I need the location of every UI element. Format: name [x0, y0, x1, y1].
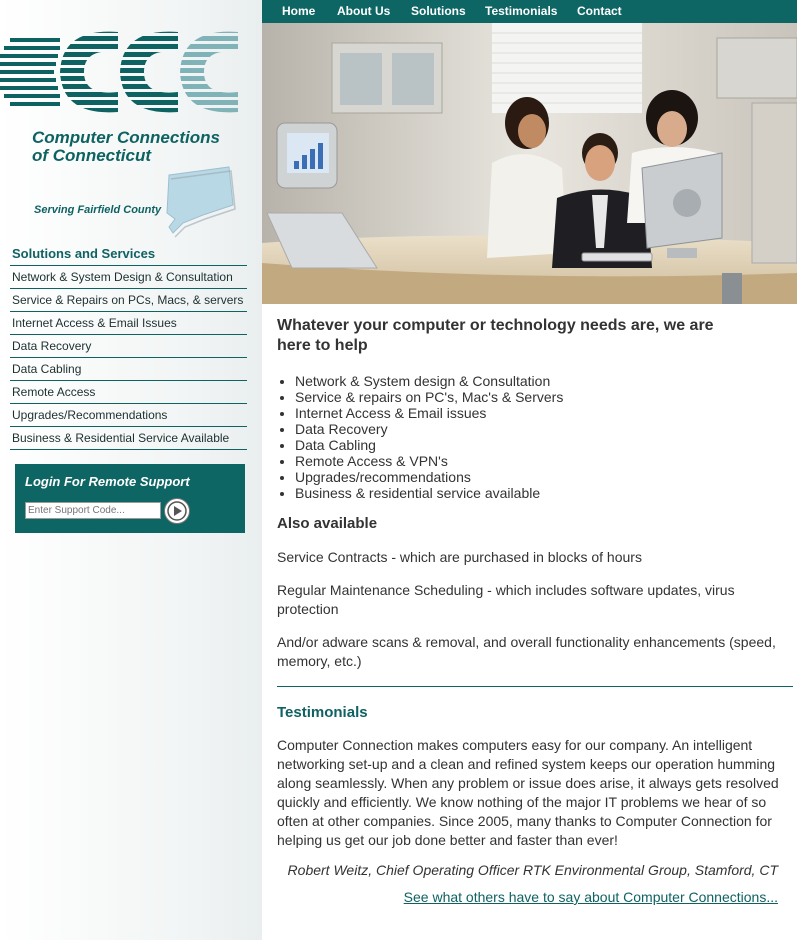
company-name-line2: of Connecticut	[32, 146, 151, 165]
sidebar-nav	[10, 265, 247, 450]
support-code-input[interactable]	[25, 502, 161, 519]
sidebar-item-remote-access[interactable]: Remote Access	[10, 381, 247, 404]
section-divider	[277, 686, 793, 687]
nav-contact[interactable]: Contact	[577, 4, 622, 18]
list-item: • Service & repairs on PC's, Mac's & Servers	[295, 389, 793, 405]
list-item: • Business & residential service available	[295, 485, 793, 501]
list-item: • Data Cabling	[295, 437, 793, 453]
hero-office-photo	[262, 23, 797, 304]
login-submit-button[interactable]	[164, 498, 190, 524]
sidebar-heading: Solutions and Services	[12, 246, 156, 261]
testimonial-author: Robert Weitz, Chief Operating Officer RTK Environmental Group, Stamford, CT	[287, 862, 778, 878]
more-testimonials-link[interactable]: See what others have to say about Computer Connections...	[403, 889, 778, 905]
sidebar-item-network-design[interactable]: Network & System Design & Consultation	[10, 265, 247, 289]
remote-support-login	[15, 464, 245, 533]
also-available-heading: Also available	[277, 515, 378, 532]
service-contracts-text: Service Contracts - which are purchased in blocks of hours	[277, 549, 642, 565]
connecticut-map-icon	[163, 165, 238, 240]
nav-solutions[interactable]: Solutions	[411, 4, 466, 18]
list-item: • Data Recovery	[295, 421, 793, 437]
nav-about-us[interactable]: About Us	[337, 4, 391, 18]
sidebar-item-data-recovery[interactable]: Data Recovery	[10, 335, 247, 358]
testimonial-quote: Computer Connection makes computers easy for our company. An intelligent networking set-up and a clean and refined system keeps our operation humming along seamlessly. When any problem or issue does arise, it always gets resolved quickly and efficiently. We know nothing of the major IT problems we hear of so often at other companies. Since 2005, many thanks to Computer Connection for helping us get our job done better and faster than ever!	[277, 737, 779, 848]
list-item: • Network & System design & Consultation	[295, 373, 793, 389]
nav-home[interactable]: Home	[282, 4, 316, 18]
serving-area-text: Serving Fairfield County	[34, 204, 162, 216]
sidebar-item-data-cabling[interactable]: Data Cabling	[10, 358, 247, 381]
sidebar-item-service-repairs[interactable]: Service & Repairs on PCs, Macs, & servers	[10, 289, 247, 312]
sidebar-item-upgrades[interactable]: Upgrades/Recommendations	[10, 404, 247, 427]
play-arrow-icon	[167, 501, 187, 521]
page-headline: Whatever your computer or technology needs are, we are here to help	[277, 317, 714, 354]
company-name	[32, 129, 257, 165]
nav-testimonials[interactable]: Testimonials	[485, 4, 558, 18]
testimonials-heading: Testimonials	[277, 704, 368, 721]
list-item: • Upgrades/recommendations	[295, 469, 793, 485]
company-name-line1: Computer Connections	[32, 128, 220, 147]
maintenance-scheduling-text: Regular Maintenance Scheduling - which includes software updates, virus protection	[277, 582, 735, 617]
main-content	[277, 316, 793, 905]
list-item: • Remote Access & VPN's	[295, 453, 793, 469]
services-list	[277, 373, 793, 501]
adware-scans-text: And/or adware scans & removal, and overall functionality enhancements (speed, memory, etc.)	[277, 634, 776, 669]
sidebar-item-business-residential[interactable]: Business & Residential Service Available	[10, 427, 247, 450]
sidebar-item-internet-email[interactable]: Internet Access & Email Issues	[10, 312, 247, 335]
sidebar	[0, 0, 262, 940]
top-navigation	[262, 0, 797, 23]
list-item: • Internet Access & Email issues	[295, 405, 793, 421]
login-title: Login For Remote Support	[25, 474, 190, 489]
